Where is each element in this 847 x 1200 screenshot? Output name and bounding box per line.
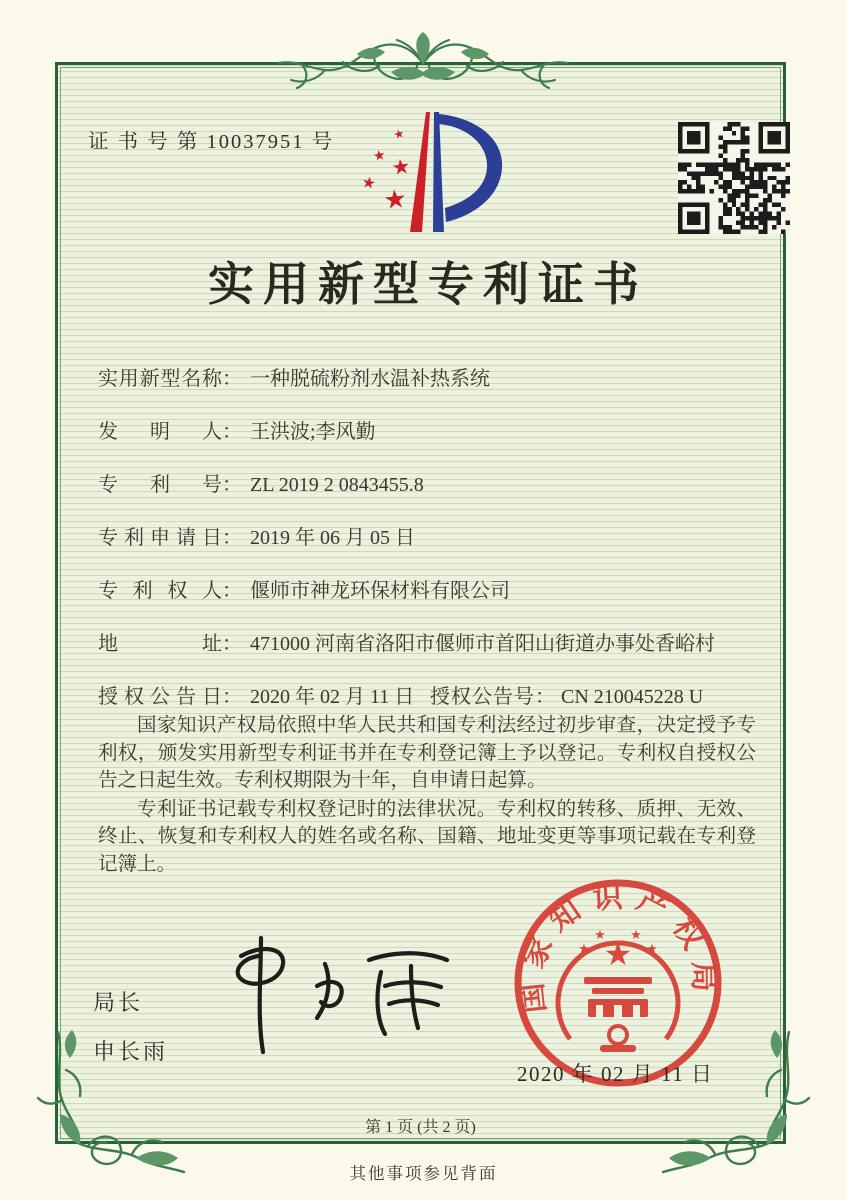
director-block — [93, 986, 168, 1084]
field-pair-2 — [430, 682, 703, 712]
field-row — [98, 417, 754, 447]
field-colon: ： — [222, 527, 242, 549]
field-row — [98, 629, 754, 659]
field-row — [98, 523, 754, 553]
field-label: 专利号 — [98, 474, 222, 496]
field-row — [98, 364, 754, 394]
svg-text:★: ★ — [392, 126, 406, 143]
field-colon: ： — [222, 421, 242, 443]
field-row — [98, 470, 754, 500]
svg-text:★: ★ — [578, 942, 590, 957]
svg-text:★: ★ — [646, 942, 658, 957]
svg-text:★: ★ — [390, 153, 413, 181]
field-colon: ： — [222, 633, 242, 655]
field-colon: ： — [222, 686, 242, 708]
field-row — [98, 576, 754, 606]
legal-paragraphs — [98, 712, 756, 879]
svg-text:★: ★ — [371, 147, 387, 166]
director-name: 申长雨 — [93, 1039, 169, 1064]
page-number: 第 1 页 (共 2 页) — [365, 1119, 476, 1136]
field-list — [98, 364, 754, 735]
field-label: 授权公告日 — [98, 686, 222, 708]
svg-text:★: ★ — [382, 183, 409, 217]
field-colon: ： — [222, 580, 242, 602]
field-colon: ： — [222, 474, 242, 496]
svg-text:★: ★ — [594, 928, 606, 943]
svg-text:★: ★ — [603, 935, 633, 973]
director-signature-icon — [205, 930, 455, 1060]
svg-text:★: ★ — [360, 171, 378, 194]
field-label: 实用新型名称 — [98, 368, 222, 390]
field-colon: ： — [222, 368, 242, 390]
certificate-number: 证 书 号 第 10037951 号 — [88, 131, 335, 153]
paragraph: 专利证书记载专利权登记时的法律状况。专利权的转移、质押、无效、终止、恢复和专利权人的姓名或名称、国籍、地址变更等事项记载在专利登记簿上。 — [98, 798, 756, 875]
field-value: CN 210045228 U — [556, 686, 704, 708]
field-label: 授权公告号： — [430, 686, 556, 708]
director-title: 局长 — [93, 990, 144, 1015]
qr-code-icon — [678, 122, 790, 234]
paragraph: 国家知识产权局依照中华人民共和国专利法经过初步审查，决定授予专利权，颁发实用新型专利证书并在专利登记簿上予以登记。专利权自授权公告之日起生效。专利权期限为十年，自申请日起算。 — [98, 715, 756, 791]
field-label: 专利权人 — [98, 580, 222, 602]
field-value: ZL 2019 2 0843455.8 — [250, 474, 424, 496]
field-value: 一种脱硫粉剂水温补热系统 — [250, 368, 490, 390]
seal-date: 2020 年 02 月 11 日 — [517, 1062, 714, 1086]
field-value: 王洪波;李风勤 — [250, 421, 376, 443]
field-value: 偃师市神龙环保材料有限公司 — [250, 580, 510, 602]
back-note: 其他事项参见背面 — [349, 1164, 498, 1183]
field-row — [98, 682, 754, 712]
field-label: 发明人 — [98, 421, 222, 443]
field-value: 471000 河南省洛阳市偃师市首阳山街道办事处香峪村 — [250, 633, 715, 655]
field-value: 2020 年 02 月 11 日 — [250, 686, 415, 708]
field-value: 2019 年 06 月 05 日 — [250, 527, 415, 549]
field-label: 地址 — [98, 633, 222, 655]
svg-text:★: ★ — [630, 928, 642, 943]
seal-ring-text: 国家知识产权局 — [514, 880, 721, 1015]
field-label: 专利申请日 — [98, 527, 222, 549]
cnipa-logo-icon — [338, 104, 514, 238]
certificate-title: 实用新型专利证书 — [208, 259, 648, 310]
